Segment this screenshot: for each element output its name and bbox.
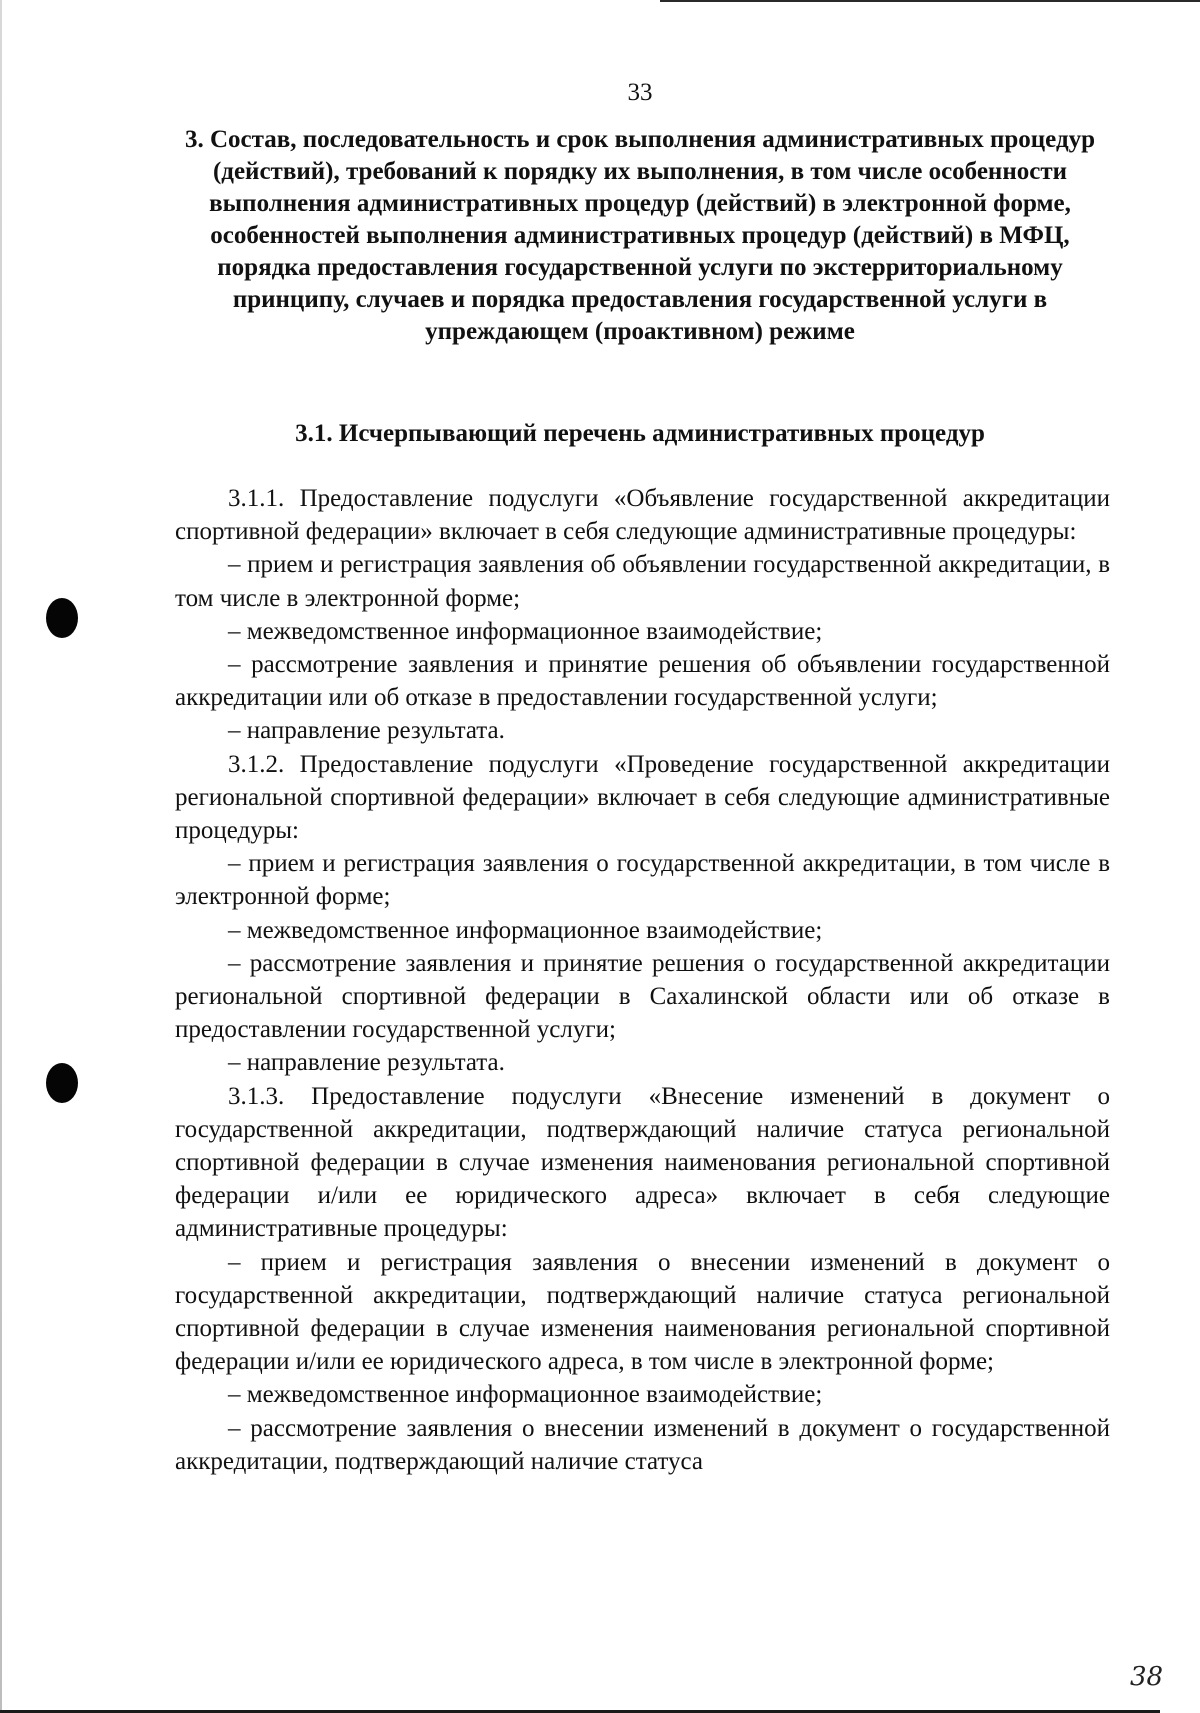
paragraph-3-1-1: 3.1.1. Предоставление подуслуги «Объявление государственной аккредитации спортивной федерации» включает в себя следующие административные процедуры:: [175, 485, 1110, 546]
subsection-title: 3.1. Исчерпывающий перечень административных процедур: [295, 420, 985, 447]
list-item: – прием и регистрация заявления о внесении изменений в документ о государственной аккредитации, подтверждающий наличие статуса региональной спортивной федерации в случае изменения наименования региональной спортивной федерации и/или ее юридического адреса, в том числе в электронной форме;: [175, 1248, 1110, 1376]
list-item: – направление результата.: [228, 1049, 505, 1077]
paragraph-3-1-3: 3.1.3. Предоставление подуслуги «Внесение изменений в документ о государственной аккредитации, подтверждающий наличие статуса региональной спортивной федерации в случае изменения наименования региональной спортивной федерации и/или ее юридического адреса» включает в себя следующие административные процедуры:: [175, 1082, 1110, 1243]
handwritten-page-number: 38: [1130, 1662, 1164, 1692]
list-item: – межведомственное информационное взаимодействие;: [228, 1381, 823, 1409]
list-item: – рассмотрение заявления и принятие решения о государственной аккредитации региональной спортивной федерации в Сахалинской области или об отказе в предоставлении государственной услуги;: [175, 949, 1110, 1044]
scan-edge-top: [660, 0, 1200, 2]
section-title: 3. Состав, последовательность и срок выполнения административных процедур (действий), требований к порядку их выполнения, в том числе особенности выполнения административных процедур (действий) в электронной форме, особенностей выполнения административных процедур (действий) в МФЦ, порядка предоставления государственной услуги по экстерриториальному принципу, случаев и порядка предоставления государственной услуги в упреждающем (проактивном) режиме: [184, 126, 1095, 345]
list-item: – направление результата.: [228, 717, 505, 745]
punch-hole: [46, 598, 78, 638]
page-number: 33: [627, 79, 653, 106]
list-item: – межведомственное информационное взаимодействие;: [228, 617, 823, 645]
scan-edge-left: [0, 0, 2, 1713]
paragraph-3-1-2: 3.1.2. Предоставление подуслуги «Проведение государственной аккредитации региональной спортивной федерации» включает в себя следующие административные процедуры:: [175, 750, 1110, 845]
punch-hole: [46, 1063, 78, 1103]
body-text: [175, 482, 1110, 1478]
list-item: – прием и регистрация заявления об объявлении государственной аккредитации, в том числе в электронной форме;: [175, 551, 1110, 612]
list-item: – рассмотрение заявления и принятие решения об объявлении государственной аккредитации или об отказе в предоставлении государственной услуги;: [175, 651, 1110, 712]
list-item: – рассмотрение заявления о внесении изменений в документ о государственной аккредитации, подтверждающий наличие статуса: [175, 1414, 1110, 1475]
list-item: – прием и регистрация заявления о государственной аккредитации, в том числе в электронной форме;: [175, 850, 1110, 911]
list-item: – межведомственное информационное взаимодействие;: [228, 916, 823, 944]
